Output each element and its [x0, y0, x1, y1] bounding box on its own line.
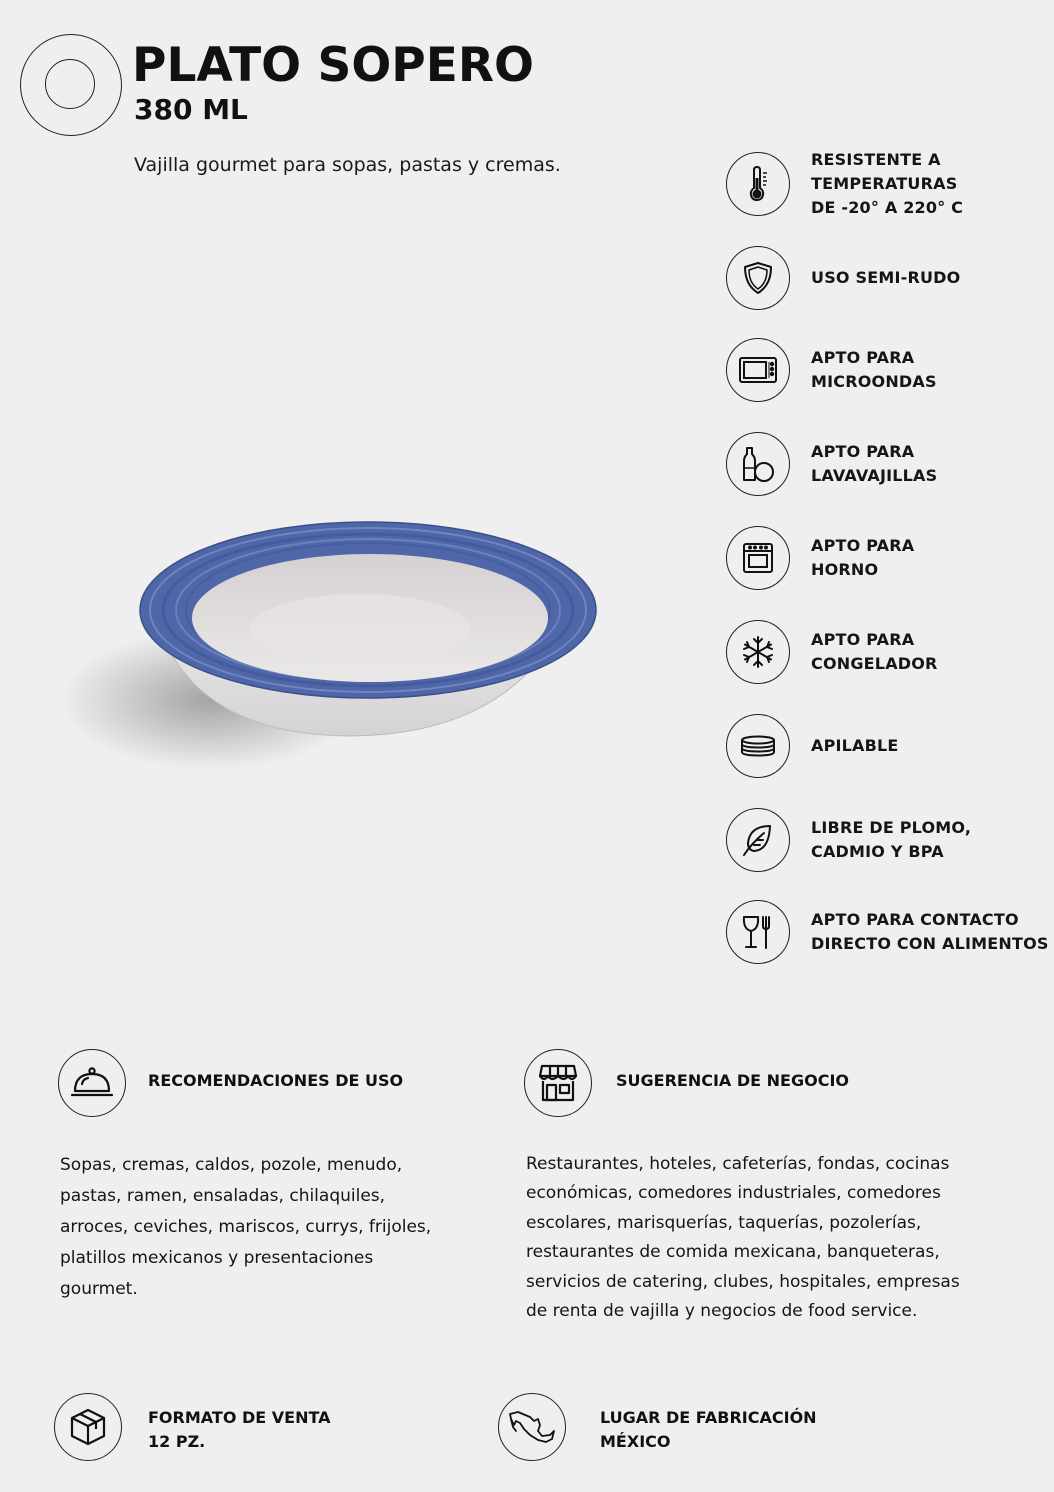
feature-label: APTO PARA CONGELADOR: [811, 630, 938, 673]
feature-label: LIBRE DE PLOMO, CADMIO Y BPA: [811, 818, 972, 861]
feature-label: USO SEMI-RUDO: [811, 268, 961, 287]
feature-label: RESISTENTE A TEMPERATURAS DE -20° A 220° C: [811, 150, 964, 217]
feature-label: APTO PARA CONTACTO DIRECTO CON ALIMENTOS: [811, 910, 1049, 953]
storefront-icon: [524, 1049, 592, 1117]
oven-icon: [726, 526, 790, 590]
stack-icon: [726, 714, 790, 778]
feature-label: APTO PARA LAVAVAJILLAS: [811, 442, 938, 485]
capacity-label: 380 ML: [134, 93, 248, 126]
cloche-icon: [58, 1049, 126, 1117]
feature-label: APTO PARA MICROONDAS: [811, 348, 937, 391]
logo-icon: [20, 34, 122, 136]
business-title: SUGERENCIA DE NEGOCIO: [616, 1071, 849, 1090]
shield-icon: [726, 246, 790, 310]
snowflake-icon: [726, 620, 790, 684]
sale-format-title: FORMATO DE VENTA 12 PZ.: [148, 1408, 331, 1451]
recommendations-body: Sopas, cremas, caldos, pozole, menudo, pastas, ramen, ensaladas, chilaquiles, arroces, ceviches, mariscos, currys, frijoles, platillos mexicanos y presentaciones gourmet.: [60, 1155, 432, 1299]
glass-fork-icon: [726, 900, 790, 964]
box-icon: [54, 1393, 122, 1461]
dishwasher-icon: [726, 432, 790, 496]
page-title: PLATO SOPERO: [132, 38, 535, 93]
recommendations-title: RECOMENDACIONES DE USO: [148, 1071, 404, 1090]
plate-image: [60, 500, 620, 790]
product-description: Vajilla gourmet para sopas, pastas y cremas.: [134, 154, 561, 176]
feature-label: APILABLE: [811, 736, 899, 755]
leaf-icon: [726, 808, 790, 872]
mexico-map-icon: [498, 1393, 566, 1461]
business-body: Restaurantes, hoteles, cafeterías, fondas, cocinas económicas, comedores industriales, comedores escolares, marisquerías, taquerías, pozolerías, restaurantes de comida mexicana, banqueteras, servicios de catering, clubes, hospitales, empresas de renta de vajilla y negocios de food service.: [526, 1154, 960, 1322]
microwave-icon: [726, 338, 790, 402]
thermometer-icon: [726, 152, 790, 216]
origin-title: LUGAR DE FABRICACIÓN MÉXICO: [600, 1408, 817, 1451]
feature-label: APTO PARA HORNO: [811, 536, 915, 579]
